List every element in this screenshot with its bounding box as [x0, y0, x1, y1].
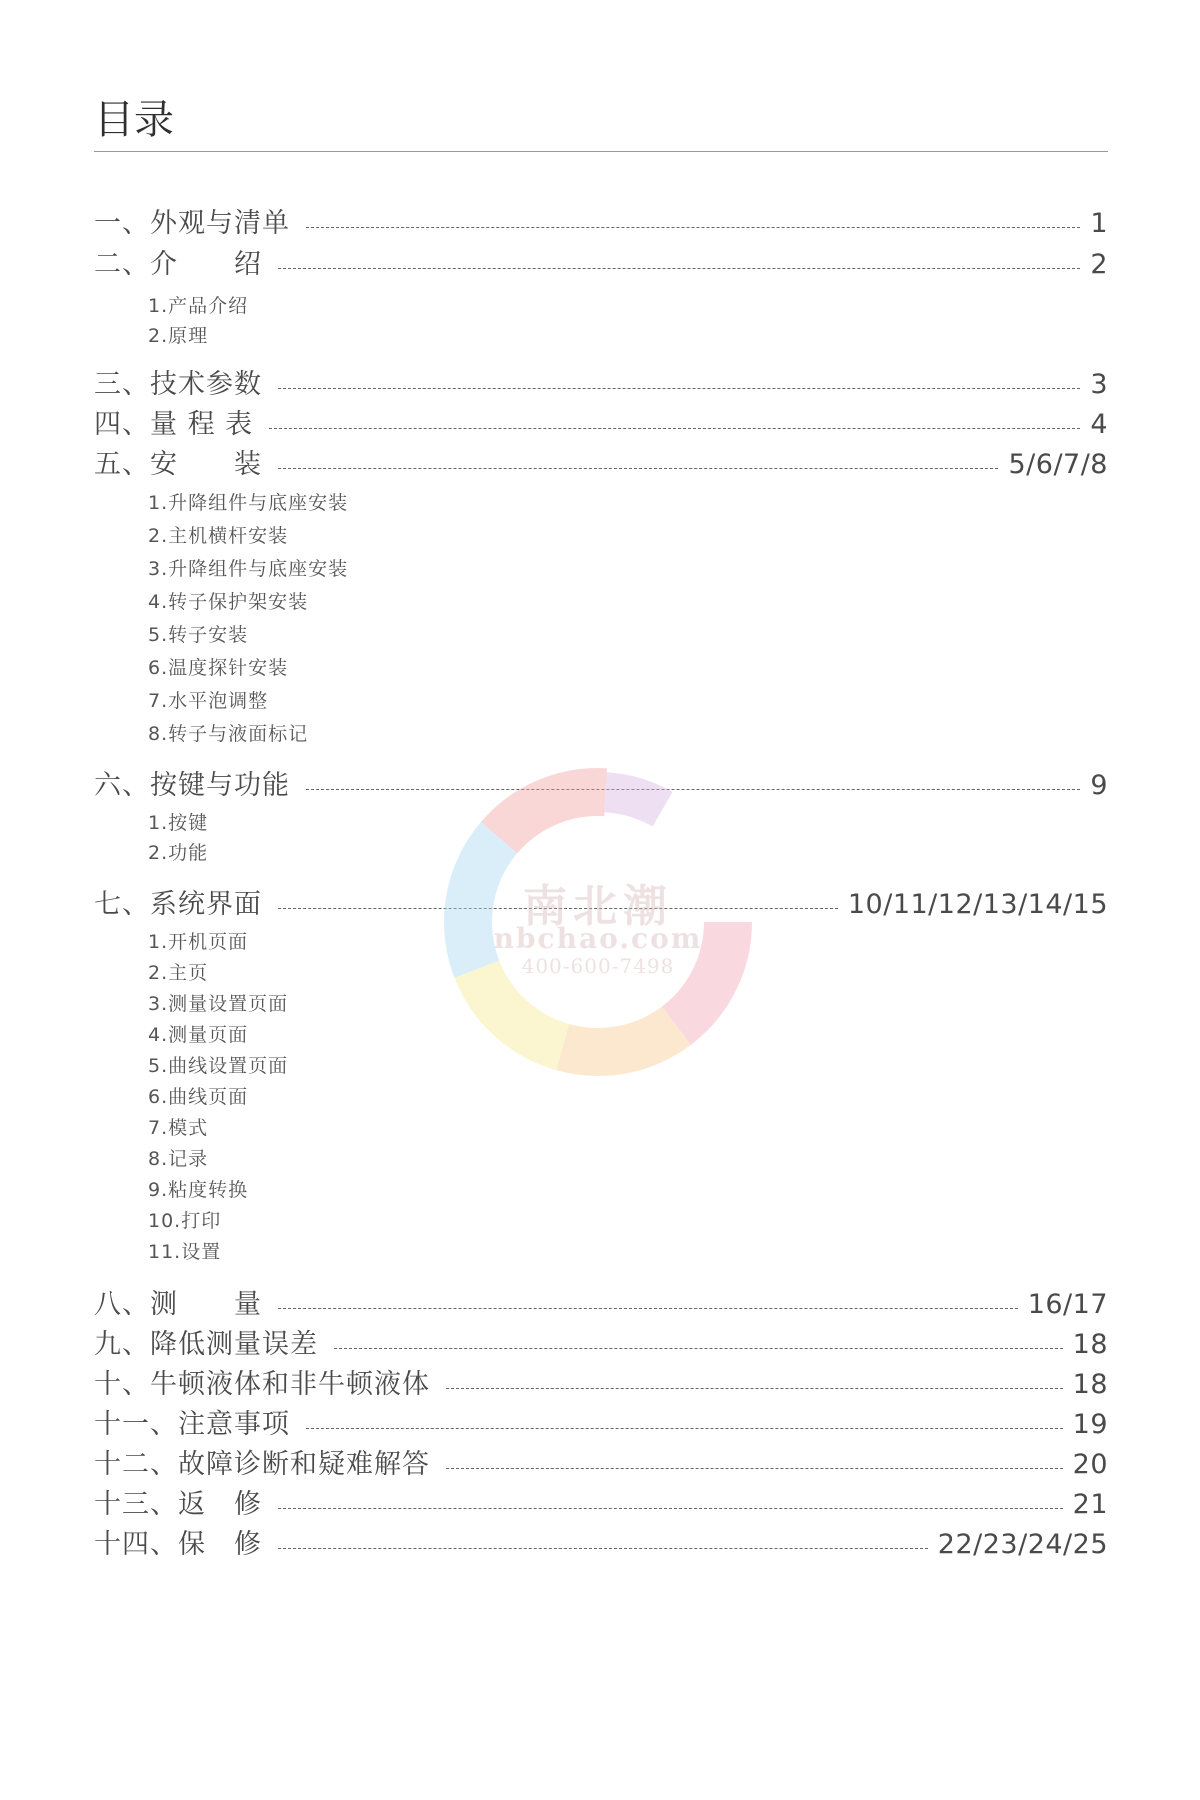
- toc-entry-warranty[interactable]: [94, 1527, 1108, 1563]
- toc-entry-reduce-error[interactable]: [94, 1327, 1108, 1363]
- toc-subentry[interactable]: 5.转子安装: [148, 624, 249, 646]
- dot-leader: [446, 1468, 1063, 1469]
- toc-subentry[interactable]: 1.按键: [148, 812, 209, 834]
- toc-entry-label: 十三、返 修: [94, 1489, 262, 1520]
- toc-entry-introduction[interactable]: [94, 247, 1108, 283]
- toc-entry-label: 四、量 程 表: [94, 409, 254, 440]
- toc-entry-page: 21: [1072, 1489, 1108, 1520]
- dot-leader: [334, 1348, 1063, 1349]
- toc-entry-label: 十二、故障诊断和疑难解答: [94, 1449, 430, 1480]
- toc-entry-page: 3: [1090, 369, 1108, 400]
- toc-entry-page: 1: [1090, 208, 1108, 239]
- toc-entry-page: 18: [1072, 1329, 1108, 1360]
- toc-subentry[interactable]: 1.开机页面: [148, 931, 249, 953]
- toc-entry-page: 10/11/12/13/14/15: [847, 889, 1108, 920]
- toc-subentry[interactable]: 1.升降组件与底座安装: [148, 492, 349, 514]
- toc-subentry[interactable]: 8.记录: [148, 1148, 209, 1170]
- toc-entry-system-interface[interactable]: [94, 887, 1108, 923]
- toc-title: 目录: [94, 97, 174, 143]
- toc-entry-page: 2: [1090, 249, 1108, 280]
- toc-subentry[interactable]: 2.功能: [148, 842, 209, 864]
- toc-subentry[interactable]: 6.温度探针安装: [148, 657, 289, 679]
- toc-subentry[interactable]: 2.主页: [148, 962, 209, 984]
- toc-entry-newtonian-fluids[interactable]: [94, 1367, 1108, 1403]
- toc-entry-installation[interactable]: [94, 447, 1108, 483]
- toc-entry-page: 16/17: [1027, 1289, 1108, 1320]
- toc-entry-tech-params[interactable]: [94, 367, 1108, 403]
- toc-entry-label: 十、牛顿液体和非牛顿液体: [94, 1369, 430, 1400]
- dot-leader: [446, 1388, 1063, 1389]
- dot-leader: [278, 468, 998, 469]
- toc-entry-appearance[interactable]: [94, 206, 1108, 242]
- toc-subentry[interactable]: 4.转子保护架安装: [148, 591, 309, 613]
- toc-entry-label: 十四、保 修: [94, 1529, 262, 1560]
- toc-entry-page: 9: [1090, 770, 1108, 801]
- title-divider: [94, 151, 1108, 152]
- toc-subentry[interactable]: 10.打印: [148, 1210, 222, 1232]
- toc-subentry[interactable]: 9.粘度转换: [148, 1179, 249, 1201]
- dot-leader: [278, 1508, 1063, 1509]
- toc-entry-label: 二、介 绍: [94, 249, 262, 280]
- toc-entry-page: 18: [1072, 1369, 1108, 1400]
- dot-leader: [278, 268, 1080, 269]
- toc-entry-keys-functions[interactable]: [94, 768, 1108, 804]
- toc-subentry[interactable]: 3.升降组件与底座安装: [148, 558, 349, 580]
- toc-entry-label: 七、系统界面: [94, 889, 262, 920]
- toc-entry-range-table[interactable]: [94, 407, 1108, 443]
- toc-subentry[interactable]: 2.原理: [148, 325, 209, 347]
- toc-entry-label: 十一、注意事项: [94, 1409, 290, 1440]
- toc-subentry[interactable]: 5.曲线设置页面: [148, 1055, 289, 1077]
- watermark-phone: 400-600-7498: [521, 954, 675, 978]
- toc-entry-precautions[interactable]: [94, 1407, 1108, 1443]
- toc-subentry[interactable]: 1.产品介绍: [148, 295, 249, 317]
- watermark-brand: 南北潮: [523, 881, 673, 932]
- toc-entry-repair[interactable]: [94, 1487, 1108, 1523]
- toc-subentry[interactable]: 7.模式: [148, 1117, 209, 1139]
- toc-entry-troubleshooting[interactable]: [94, 1447, 1108, 1483]
- dot-leader: [278, 1548, 928, 1549]
- toc-entry-measurement[interactable]: [94, 1287, 1108, 1323]
- toc-entry-page: 22/23/24/25: [937, 1529, 1108, 1560]
- toc-entry-page: 19: [1072, 1409, 1108, 1440]
- toc-entry-label: 一、外观与清单: [94, 208, 290, 239]
- dot-leader: [269, 428, 1080, 429]
- dot-leader: [278, 908, 838, 909]
- toc-subentry[interactable]: 7.水平泡调整: [148, 690, 269, 712]
- dot-leader: [278, 1308, 1018, 1309]
- toc-entry-label: 九、降低测量误差: [94, 1329, 318, 1360]
- dot-leader: [306, 789, 1080, 790]
- toc-subentry[interactable]: 8.转子与液面标记: [148, 723, 309, 745]
- dot-leader: [278, 388, 1080, 389]
- dot-leader: [306, 1428, 1063, 1429]
- toc-subentry[interactable]: 6.曲线页面: [148, 1086, 249, 1108]
- toc-entry-page: 5/6/7/8: [1008, 449, 1108, 480]
- toc-entry-page: 20: [1072, 1449, 1108, 1480]
- toc-subentry[interactable]: 11.设置: [148, 1241, 222, 1263]
- toc-entry-page: 4: [1090, 409, 1108, 440]
- toc-entry-label: 五、安 装: [94, 449, 262, 480]
- toc-entry-label: 六、按键与功能: [94, 770, 290, 801]
- watermark-site: nbchao.com: [493, 922, 703, 955]
- dot-leader: [306, 227, 1080, 228]
- toc-subentry[interactable]: 3.测量设置页面: [148, 993, 289, 1015]
- toc-subentry[interactable]: 4.测量页面: [148, 1024, 249, 1046]
- toc-subentry[interactable]: 2.主机横杆安装: [148, 525, 289, 547]
- toc-entry-label: 八、测 量: [94, 1289, 262, 1320]
- toc-entry-label: 三、技术参数: [94, 369, 262, 400]
